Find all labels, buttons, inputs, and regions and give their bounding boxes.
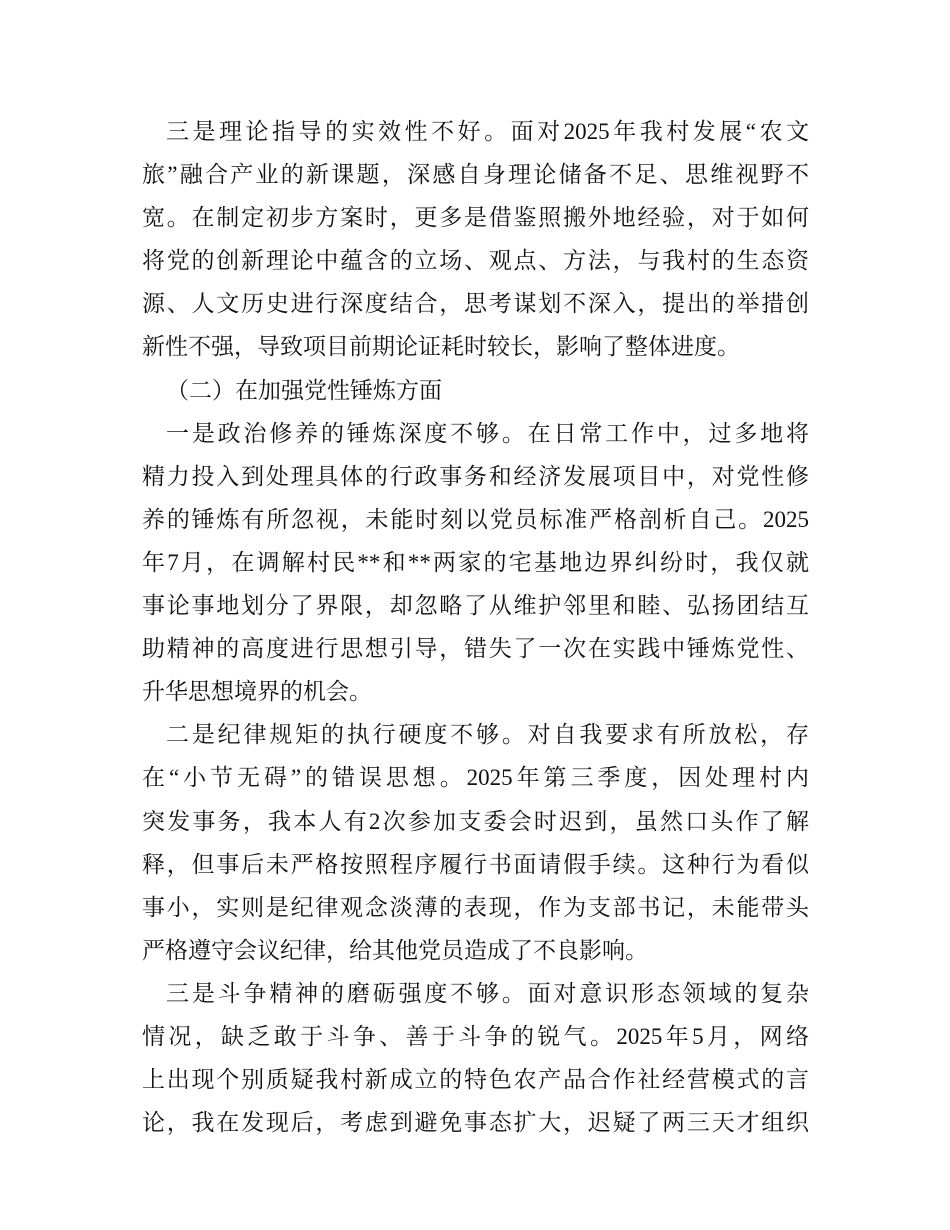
text-line: 三是理论指导的实效性不好。面对2025年我村发展“农文 — [166, 119, 809, 144]
text-line: 升华思想境界的机会。 — [142, 679, 372, 705]
text-line: 上出现个别质疑我村新成立的特色农产品合作社经营模式的言 — [142, 1067, 809, 1093]
text-line: 一是政治修养的锤炼深度不够。在日常工作中，过多地将 — [166, 420, 809, 446]
text-line: 助精神的高度进行思想引导，错失了一次在实践中锤炼党性、 — [142, 636, 809, 662]
document-page — [142, 110, 809, 1144]
text-line: 将党的创新理论中蕴含的立场、观点、方法，与我村的生态资 — [142, 248, 809, 274]
text-line: 释，但事后未严格按照程序履行书面请假手续。这种行为看似 — [142, 851, 809, 877]
text-line: 宽。在制定初步方案时，更多是借鉴照搬外地经验，对于如何 — [142, 205, 809, 231]
text-line: 三是斗争精神的磨砺强度不够。面对意识形态领域的复杂 — [166, 980, 809, 1006]
paragraph — [142, 972, 809, 1144]
section-heading — [142, 369, 809, 412]
text-line: 源、人文历史进行深度结合，思考谋划不深入，提出的举措创 — [142, 291, 809, 317]
text-line: （二）在加强党性锤炼方面 — [166, 377, 442, 403]
text-line: 事论事地划分了界限，却忽略了从维护邻里和睦、弘扬团结互 — [142, 593, 809, 619]
paragraph — [142, 412, 809, 714]
text-line: 年7月，在调解村民**和**两家的宅基地边界纠纷时，我仅就 — [142, 549, 809, 575]
text-line: 新性不强，导致项目前期论证耗时较长，影响了整体进度。 — [142, 334, 740, 360]
text-line: 事小，实则是纪律观念淡薄的表现，作为支部书记，未能带头 — [142, 894, 809, 920]
text-line: 情况，缺乏敢于斗争、善于斗争的锐气。2025年5月，网络 — [142, 1023, 809, 1049]
text-line: 精力投入到处理具体的行政事务和经济发展项目中，对党性修 — [142, 463, 809, 489]
text-line: 二是纪律规矩的执行硬度不够。对自我要求有所放松，存 — [166, 722, 809, 748]
text-line: 突发事务，我本人有2次参加支委会时迟到，虽然口头作了解 — [142, 808, 809, 834]
text-line: 论，我在发现后，考虑到避免事态扩大，迟疑了两三天才组织 — [142, 1110, 809, 1136]
text-line: 养的锤炼有所忽视，未能时刻以党员标准严格剖析自己。2025 — [142, 506, 809, 532]
paragraph — [142, 713, 809, 972]
text-line: 严格遵守会议纪律，给其他党员造成了不良影响。 — [142, 937, 648, 963]
text-line: 在“小节无碍”的错误思想。2025年第三季度，因处理村内 — [142, 765, 809, 791]
paragraph — [142, 110, 809, 369]
text-line: 旅”融合产业的新课题，深感自身理论储备不足、思维视野不 — [142, 162, 809, 188]
